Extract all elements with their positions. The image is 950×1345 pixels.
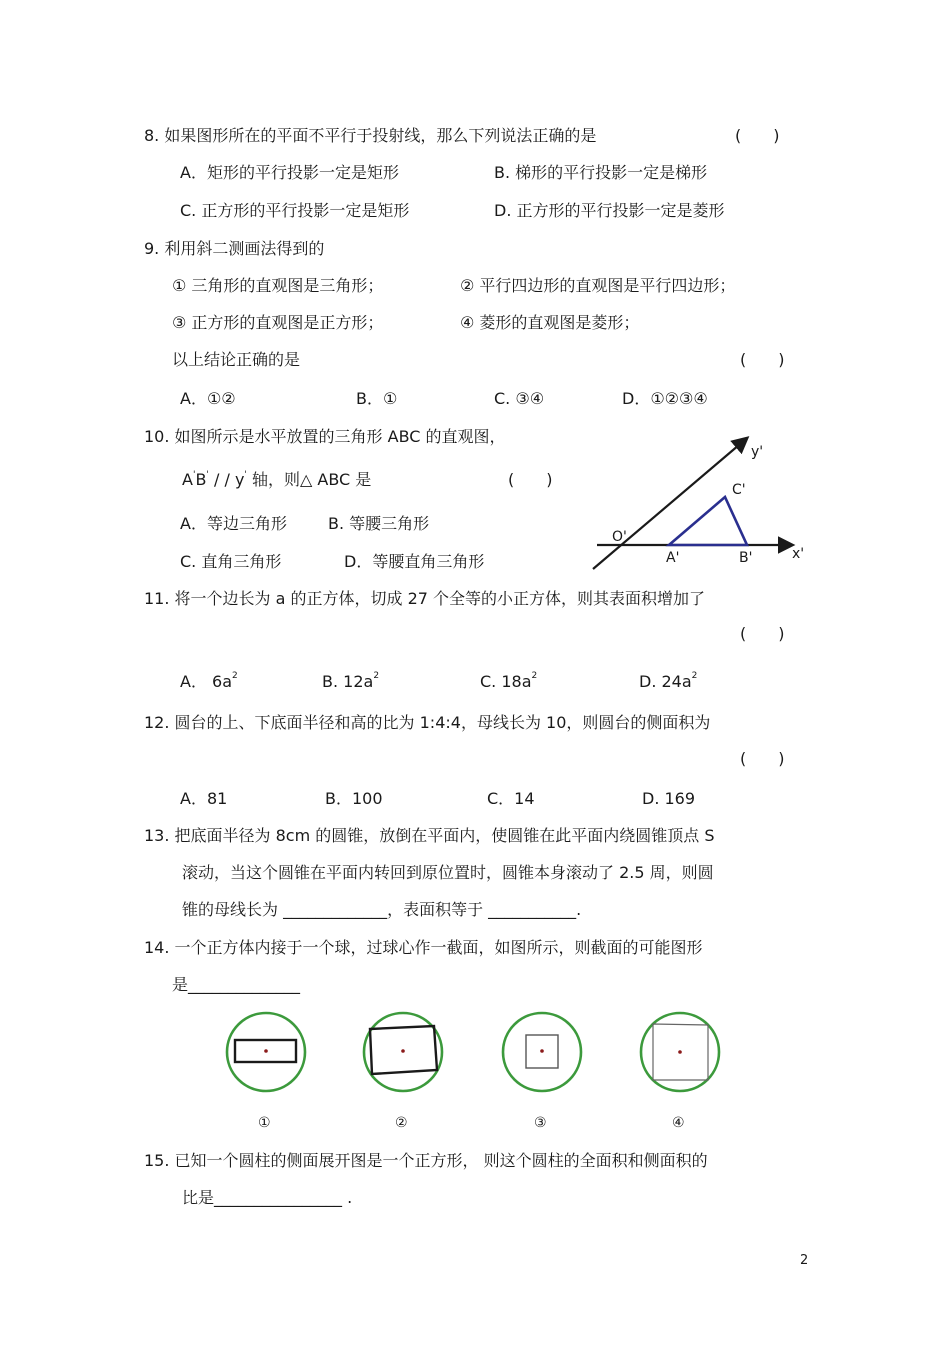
q9-option-c: C. ③④ [494,389,545,408]
q10-cond-mid: / / y [208,470,245,489]
q8-option-a: A．矩形的平行投影一定是矩形 [180,163,399,182]
q9-statement-1: ① 三角形的直观图是三角形； [172,276,384,295]
q8-answer-paren: ( ) [735,126,780,145]
page-number: 2 [800,1253,809,1268]
q10-cond-a: A [182,470,193,489]
q12-option-d: D. 169 [642,789,696,808]
section-figure-2 [364,1013,442,1131]
q11-option-a-exp: 2 [232,671,238,681]
center-dot-1 [264,1049,268,1053]
q11-option-c [480,672,537,692]
q10-prime-b: ' [206,470,209,480]
q10-answer-paren: ( ) [508,470,553,489]
x-axis-label: x' [792,546,805,562]
q9-conclusion: 以上结论正确的是 [172,350,301,369]
q12-answer-paren: ( ) [740,749,785,768]
q12-option-c: C．14 [487,789,535,808]
q11-option-c-exp: 2 [531,671,538,681]
q11-option-a-text: A． 6a [180,672,233,691]
q9-option-b: B．① [356,389,398,408]
q10-option-c: C. 直角三角形 [180,552,282,571]
figure-label-4: ④ [672,1115,685,1131]
section-figure-1 [227,1013,305,1131]
q9-answer-paren: ( ) [740,350,785,369]
q10-figure [585,430,815,575]
q9-option-d: D．①②③④ [622,389,708,408]
q15-line-2: 比是________________ . [182,1188,353,1207]
q11-option-d-exp: 2 [691,671,698,681]
figure-label-3: ③ [534,1115,547,1131]
q8-option-d: D. 正方形的平行投影一定是菱形 [494,201,725,220]
q11-answer-paren: ( ) [740,624,785,643]
q11-option-d-text: D. 24a [639,672,692,691]
center-dot-2 [401,1049,405,1053]
q8-stem: 8. 如果图形所在的平面不平行于投射线，那么下列说法正确的是 [144,126,597,145]
q11-option-c-text: C. 18a [480,672,532,691]
q11-option-d [639,672,697,692]
q10-option-d: D．等腰直角三角形 [344,552,485,571]
q13-line-3: 锥的母线长为 _____________，表面积等于 ___________. [182,900,582,919]
q12-stem: 12. 圆台的上、下底面半径和高的比为 1:4:4，母线长为 10，则圆台的侧面积为 [144,713,711,732]
origin-label: O' [612,529,627,545]
q9-option-a: A．①② [180,389,236,408]
point-c-label: C' [732,482,746,498]
q10-condition [182,470,371,490]
q15-line-1: 15. 已知一个圆柱的侧面展开图是一个正方形， 则这个圆柱的全面积和侧面积的 [144,1151,708,1170]
q8-option-b: B. 梯形的平行投影一定是梯形 [494,163,708,182]
q11-option-b [322,672,379,692]
q14-line-2: 是______________ [172,975,301,994]
q10-stem: 10. 如图所示是水平放置的三角形 ABC 的直观图， [144,427,506,446]
q11-option-a [180,672,238,692]
q10-cond-b: B [195,470,207,489]
q13-line-1: 13. 把底面半径为 8cm 的圆锥，放倒在平面内，使圆锥在此平面内绕圆锥顶点 S [144,826,715,845]
q9-statement-3: ③ 正方形的直观图是正方形； [172,313,384,332]
figure-label-2: ② [395,1115,408,1131]
q14-line-1: 14. 一个正方体内接于一个球，过球心作一截面，如图所示，则截面的可能图形 [144,938,703,957]
q12-option-b: B．100 [325,789,383,808]
center-dot-3 [540,1049,544,1053]
center-dot-4 [678,1050,682,1054]
q9-stem: 9. 利用斜二测画法得到的 [144,239,325,258]
q8-option-c: C. 正方形的平行投影一定是矩形 [180,201,410,220]
q10-option-a: A．等边三角形 [180,514,287,533]
q10-prime-a: ' [192,470,196,480]
q10-prime-y: ' [244,470,247,480]
q11-option-b-exp: 2 [373,671,380,681]
point-b-label: B' [739,550,753,566]
q14-figures [220,1008,730,1138]
q13-line-2: 滚动，当这个圆锥在平面内转回到原位置时，圆锥本身滚动了 2.5 周，则圆 [182,863,714,882]
point-a-label: A' [666,550,680,566]
q9-statement-4: ④ 菱形的直观图是菱形； [460,313,640,332]
y-axis-label: y' [751,444,764,460]
section-figure-3 [503,1013,581,1131]
q10-option-b: B. 等腰三角形 [328,514,430,533]
section-figure-4 [641,1013,719,1131]
triangle-abc [669,497,747,545]
q11-stem: 11. 将一个边长为 a 的正方体，切成 27 个全等的小正方体，则其表面积增加了 [144,589,706,608]
q10-cond-end: 轴，则△ ABC 是 [246,470,372,489]
q9-statement-2: ② 平行四边形的直观图是平行四边形； [460,276,736,295]
q12-option-a: A．81 [180,789,228,808]
q11-option-b-text: B. 12a [322,672,374,691]
figure-label-1: ① [258,1115,271,1131]
